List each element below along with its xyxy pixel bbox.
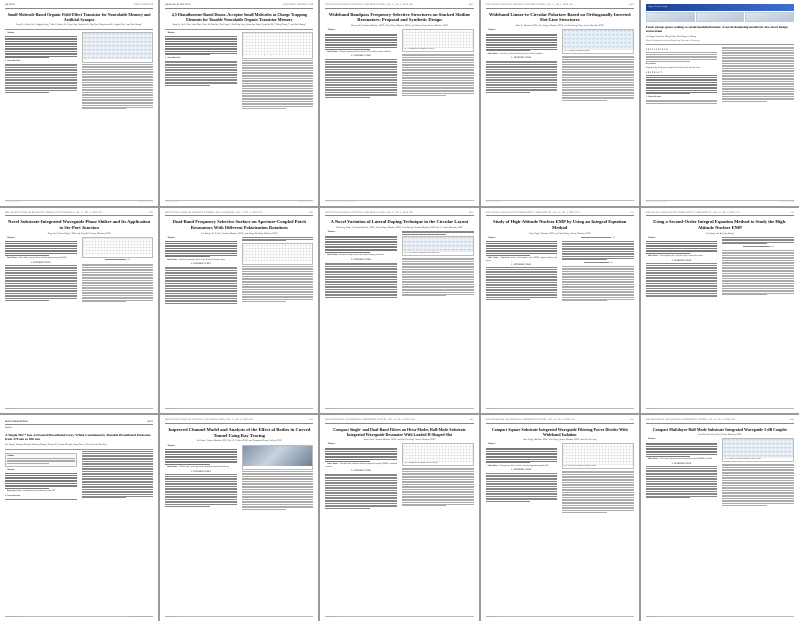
index-terms-label: Index Terms— [487, 256, 500, 259]
intro-body [646, 466, 718, 498]
abstract-label: Abstract— [647, 438, 657, 441]
abstract-label: Abstract— [7, 236, 16, 239]
journal-header [486, 4, 634, 9]
figure-1-caption: Figure 1. Device architecture and molecular structures. [83, 59, 153, 62]
abstract-body [5, 473, 77, 489]
paper-page-4[interactable] [481, 0, 639, 206]
figure-1 [562, 443, 634, 469]
journal-name: IEEE TRANSACTIONS ON ELECTROMAGNETIC COMPATIBILITY, VOL. 65, NO. 3, JUNE 2023 [485, 211, 580, 214]
journal-header [486, 419, 634, 424]
body-continued [562, 266, 634, 301]
figure-1-caption: Fig. 1. Topology of the proposed SIW phase shifter. [83, 254, 153, 257]
index-terms-value: Filtering power divider, isolation, substrate integrated waveguide (SIW). [499, 464, 549, 467]
index-terms-value: Breakdown voltage, circular layout, lateral doping, power device. [339, 254, 385, 257]
abstract-paragraph [325, 443, 397, 446]
paper-page-11[interactable] [0, 415, 158, 621]
intro-body [5, 265, 77, 300]
page-title: Compact Multilayer Half Mode Substrate Integrated Waveguide 3-dB Coupler [652, 426, 788, 432]
body-continued [722, 250, 794, 295]
paper-page-13[interactable] [320, 415, 478, 621]
index-terms-label: Index Terms— [167, 258, 179, 261]
index-terms [646, 255, 718, 258]
page-number: 641 [470, 419, 474, 422]
journal-header [325, 212, 473, 217]
page-footer [165, 200, 313, 203]
page-number: 5012 [308, 419, 314, 422]
abstract-body [646, 75, 718, 94]
body-continued [722, 464, 794, 506]
index-terms [165, 466, 237, 469]
body-continued [402, 258, 474, 297]
intro-body [325, 59, 397, 98]
footer-received: Received 12 January 2023 [779, 201, 794, 203]
figure-1-caption: Fig. 1. Geometry of the curved tunnel scenario. [243, 466, 313, 469]
abstract-body [165, 449, 237, 465]
journal-name: IEEE TRANSACTIONS ON ANTENNAS AND PROPAGATION, VOL. 71, NO. 6, JUNE 2023 [485, 4, 574, 6]
index-terms-value: 3-dB coupler, half mode substrate integrated waveguide (HMSIW), multilayer. [659, 458, 713, 461]
journal-header [165, 212, 313, 217]
abstract-paragraph [646, 237, 718, 240]
article-type: REVIEW [5, 4, 16, 6]
abstract-label: Abstract— [487, 236, 497, 239]
article-info-label: A R T I C L E I N F O [645, 48, 668, 51]
index-terms [165, 259, 237, 262]
figure-1-caption: Fig. 1. Geometry of the proposed polarizer. [563, 50, 633, 53]
intro-body [165, 474, 237, 506]
paper-page-5[interactable] [641, 0, 799, 206]
section-heading-intro: 1. Introduction [165, 56, 181, 59]
page-number: 4833 [629, 4, 634, 6]
paper-page-9[interactable] [481, 208, 639, 414]
paper-page-14[interactable] [481, 415, 639, 621]
citation-label: Citation: [7, 454, 15, 457]
page-footer [5, 200, 153, 203]
page-title: Wideband Bandpass Frequency-Selective Structures on Stacked Slotline Resonators: Proposal and Synthetic Design [328, 11, 471, 23]
abstract-label: Abstract— [327, 443, 337, 446]
equation-1: (1) [611, 236, 615, 239]
footer-citation: Adv. Mater. 2023, 2302999 [5, 201, 21, 203]
figure-1 [242, 32, 314, 59]
author-list: Bing Liu¹, Kaixin Wang¹, AMS, and Feng Xu¹, Senior Member, IEEE [47, 232, 111, 235]
page-number: 2331 [148, 211, 154, 214]
abstract-label: Abstract— [167, 444, 177, 447]
index-terms-label: Index Terms— [327, 463, 340, 466]
journal-url: WWW.SMALL-JOURNAL.COM [283, 4, 314, 6]
abstract-body [486, 448, 558, 464]
footer-copyright: 0018-9480 © 2023 IEEE. [5, 409, 20, 411]
index-terms-label: Index Terms— [167, 466, 179, 469]
page-title: Novel Substrate-Integrated Waveguide Phase Shifter and Its Application to Six-Port Junction [8, 219, 151, 230]
footer-copyright: 0018-9375 © 2023 IEEE. [485, 409, 500, 411]
page-footer [325, 200, 473, 203]
citation-box [5, 453, 77, 467]
page-footer [5, 408, 153, 411]
abstract-label: Abstract— [167, 236, 177, 239]
keywords-label: Keywords: [645, 63, 657, 66]
footer-copyright: 0018-9383 © 2023 IEEE. [325, 409, 340, 411]
author-list: Yuan Chen¹, Student Member, IEEE, and Kai Xu Wang¹, Senior Member, IEEE [363, 438, 436, 441]
page-title: Study of High-Altitude Nuclear EMP by Using an Integral Equation Method [493, 219, 627, 230]
abstract-body [165, 36, 237, 55]
journal-header [646, 419, 794, 424]
abstract-body [646, 241, 718, 253]
page-number: 721 [630, 211, 634, 214]
journal-header [165, 4, 313, 9]
paper-page-1[interactable] [0, 0, 158, 206]
abstract-body [325, 34, 397, 50]
intro-body [325, 474, 397, 509]
author-list: Shuwen Xu¹, Student Member, IEEE, Chao Zhou, Member, IEEE, and Wenjie Feng, Senior Member, IEEE [350, 25, 449, 28]
index-terms [486, 257, 558, 262]
abstract-label: Abstract— [327, 231, 337, 234]
author-list: Haicheng Yang¹, Graduate Member, IEEE, Yuan Wang, Member, IEEE, Jian Zhang¹, Student Member, IEEE, Bo Li, Senior Member, IEEE [336, 226, 463, 229]
figure-1-caption: Fig. 1. Configuration of the proposed HMSIW resonator. [403, 462, 473, 465]
body-continued [402, 54, 474, 96]
section-heading-intro: I. INTRODUCTION [511, 57, 532, 60]
keywords-value: Image denoising; Group sparse coding; Serial modularization; Low-level vision [645, 67, 701, 70]
index-terms [486, 53, 558, 56]
abstract-label: Abstract: [7, 31, 15, 34]
journal-header [325, 4, 473, 9]
footer-citation: Small 2023, 2301284 [165, 201, 178, 203]
cover-thumb [646, 12, 695, 22]
page-title: Compact Single- and Dual-Band Filters on Hexa-Modes Half-Mode Substrate Integrated Waveguide Resonator With Loaded H-Shaped Slot [333, 426, 466, 437]
footer-copyright: 1531-1309 © 2023 IEEE. [325, 617, 340, 619]
body-continued [562, 56, 634, 101]
abstract-label: Abstract— [487, 29, 497, 32]
author-list: Zhao Li, Member, IEEE, Yue Zhang, Member, IEEE, and Xiaoming Chen, Senior Member, IEEE [515, 25, 604, 28]
index-terms-value: High-altitude nuclear electromagnetic pulse (HEMP), integral equation, time domain. [485, 256, 558, 262]
journal-name: IEEE TRANSACTIONS ON ANTENNAS AND PROPAGATION, VOL. 71, NO. 6, JUNE 2023 [325, 211, 414, 214]
figure-1-caption: Fig. 1. Configuration of the proposed FSS unit cell. [403, 48, 473, 51]
abstract-body [165, 241, 237, 257]
section-heading-intro: I. INTRODUCTION [351, 55, 372, 58]
abstract-label: Abstract: [167, 31, 175, 34]
page-number: 4821 [469, 4, 474, 6]
journal-name: IEEE TRANSACTIONS ON ELECTROMAGNETIC COMPATIBILITY, VOL. 65, NO. 3, JUNE 2023 [645, 211, 740, 214]
page-footer [646, 408, 794, 411]
intro-body [165, 61, 237, 86]
abstract-label: Abstract: [7, 468, 15, 471]
page-footer [486, 200, 634, 203]
index-terms [325, 463, 397, 468]
journal-header [165, 419, 313, 424]
abstract-paragraph [486, 443, 558, 446]
article-type: RESEARCH ARTICLE [165, 4, 191, 6]
section-heading-intro: I. INTRODUCTION [191, 263, 211, 266]
journal-cover-thumbnails [646, 12, 794, 22]
journal-header [325, 419, 473, 424]
cover-thumb [696, 12, 745, 22]
keywords-value: phosphor; broadband emission; luminescence; white LED [15, 490, 55, 493]
mdpi-header [5, 419, 153, 425]
page-number: 733 [790, 211, 794, 214]
index-terms-label: Index Terms— [327, 50, 340, 53]
journal-name: IEEE TRANSACTIONS ON MICROWAVE THEORY AND TECHNIQUES, VOL. 71, NO. 6, JUNE 2023 [5, 211, 103, 214]
figure-1 [242, 243, 314, 265]
abstract-label: Abstract— [487, 443, 497, 446]
figure-1-caption: Fig. 1. Structure of the proposed multilayer HMSIW coupler. [723, 458, 793, 461]
index-terms [486, 465, 558, 468]
citation-body [7, 458, 75, 464]
body-continued [82, 264, 154, 303]
author-list: Yan Zhu¹ and Yong Fan¹, Senior Member, IEEE [698, 433, 742, 436]
abstract-paragraph [165, 32, 237, 35]
page-title: A Novel Variation of Lateral Doping Technique in the Circular Layout [330, 219, 469, 225]
equation-1: (1) [126, 259, 130, 262]
index-terms-label: Index Terms— [487, 464, 500, 467]
index-terms-label: Index Terms— [7, 256, 19, 259]
abstract-paragraph [486, 237, 558, 240]
section-heading-intro: I. INTRODUCTION [351, 470, 372, 472]
index-terms [325, 254, 397, 257]
section-heading-intro: I. INTRODUCTION [30, 261, 51, 264]
journal-logo: micromachines [5, 419, 29, 424]
page-footer [165, 616, 313, 619]
page-title: Small-Molecule-Based Organic Field-Effect Transistor for Nonvolatile Memory and Artificial Synapse [7, 11, 151, 22]
journal-badge: Signal Processing [647, 6, 668, 9]
footer-copyright: © 2023 Wiley-VCH GmbH [137, 201, 154, 203]
abstract-label: Abstract— [647, 236, 657, 239]
page-title: Using a Second-Order Integral Equation Method to Study the High-Altitude Nuclear EMP [653, 219, 787, 230]
cover-thumb [745, 12, 794, 22]
author-list: Yong Tu, Qijian Wei, Yingfeng Ling,* Wei Li, Xuzhu Lu, Linye Wan, Naimin Shi, Yan Qian, Mingsheng Xu, Lingfei Zhu,* and Wei Huang* [16, 23, 143, 26]
section-heading-intro: I. INTRODUCTION [351, 259, 372, 262]
index-terms-label: Index Terms— [647, 255, 660, 258]
page-footer [646, 200, 794, 203]
abstract-body [646, 443, 718, 457]
author-list: Xin Wang¹, Yunfeng Zhang¹, Haidong Zhang¹, Xiang Yu¹, Jianjun Zhang¹, Hong Zhou*, Chen Liu and Tao Han [5, 443, 107, 446]
figure-1 [722, 438, 794, 462]
abstract-body [5, 241, 77, 255]
journal-name: IEEE TRANSACTIONS ON ANTENNAS AND PROPAGATION, VOL. 71, NO. 6, JUNE 2023 [165, 419, 254, 422]
paper-page-3[interactable] [320, 0, 478, 206]
article-type: Article [5, 427, 12, 430]
body-continued [562, 471, 634, 513]
journal-banner [646, 4, 794, 11]
paper-page-8[interactable] [320, 208, 478, 414]
keywords [5, 490, 77, 493]
figure-1-caption: Fig. 1. Cross section of the proposed circular layout device. [403, 252, 473, 255]
equation-2: (2) [608, 261, 613, 264]
section-heading-intro: I. INTRODUCTION [511, 263, 532, 266]
index-terms-value: Channel model, ray tracing, tunnel propagation, human body shadowing. [179, 466, 229, 469]
affiliation: School of Information Science and Engineering, University of Technology [645, 39, 700, 42]
body-mid [562, 241, 634, 260]
footer-copyright: 0018-9375 © 2023 IEEE. [645, 409, 661, 411]
keywords-label: Keywords: [7, 490, 16, 493]
intro-body [486, 473, 558, 502]
author-list: Chao Tang¹, Member, IEEE, and Wei Zhang, Senior Member, IEEE [528, 232, 591, 235]
page-number: 2345 [308, 211, 314, 214]
figure-1-caption: Figure 1. Synthetic route and energy level diagram. [243, 55, 313, 58]
intro-body-2 [82, 64, 154, 109]
index-terms [5, 257, 77, 260]
page-title: Improved Channel Model and Analysis of the Effect of Bodies in Curved Tunnel Using Ray Tracing [168, 426, 311, 438]
intro-body [5, 64, 77, 93]
author-list: Lei Wang¹ and Yu-Feng Wang* [705, 232, 735, 235]
journal-name: IEEE MICROWAVE AND WIRELESS COMPONENTS LETTERS, VOL. 33, NO. 6, JUNE 2023 [645, 419, 736, 422]
page-title: A Single Mo²⁺ Ion-Activated Broadband Gray-White Continuously Tunable Broadband Emission from 470 nm to 650 nm [5, 432, 151, 442]
abstract-paragraph [5, 469, 77, 472]
footer-copyright: 1531-1309 © 2023 IEEE. [645, 617, 661, 619]
abstract-body [325, 236, 397, 253]
footer-copyright: © 2023 Wiley-VCH GmbH [298, 201, 314, 203]
paper-page-12[interactable] [160, 415, 318, 621]
footer-copyright: 0018-926X © 2023 IEEE. [485, 201, 501, 203]
index-terms-value: Phase shifter, six-port junction, substrate-integrated waveguide (SIW). [19, 256, 67, 259]
figure-1-caption: Fig. 1. Layout of the proposed filtering power divider. [563, 465, 633, 468]
footer-copyright: 0018-9480 © 2023 IEEE. [165, 409, 180, 411]
paper-page-15[interactable] [641, 415, 799, 621]
figure-1 [562, 29, 634, 54]
page-footer [165, 408, 313, 411]
journal-header [5, 212, 153, 217]
figure-1 [82, 32, 154, 63]
abstract-label: Abstract— [327, 29, 337, 32]
page-title: Dual-Band Frequency Selective Surface on Aperture-Coupled Patch Resonators With Different Polarization Rotations [172, 219, 306, 230]
author-list: Jie Wang, Hong Liu, Ming Chen, Xiu Zhang, Lei Dong [645, 35, 697, 38]
page-footer [486, 616, 634, 619]
figure-1 [82, 237, 154, 258]
intro-body-2 [242, 60, 314, 108]
abstract-paragraph [165, 445, 237, 448]
section-heading-intro: 1. Introduction [5, 494, 21, 497]
journal-header [486, 212, 634, 217]
abstract-paragraph [165, 237, 237, 240]
equation-1: (1) [770, 245, 774, 248]
page-footer [325, 616, 473, 619]
author-list: Ke Guan¹, Senior Member, IEEE, Bo Ai¹, Fellow, IEEE, and Zhangdui Zhong, Fellow, IEEE [197, 440, 282, 443]
index-terms [325, 51, 397, 54]
author-list: Wen Jiang¹, Member, IEEE, Tao Hong, Senior Member, IEEE, and Shu-Xi Gong [522, 438, 597, 441]
publisher-logo: MDPI [147, 419, 154, 423]
abstract-paragraph [486, 29, 558, 32]
journal-name: IEEE MICROWAVE AND WIRELESS COMPONENTS LETTERS, VOL. 33, NO. 6, JUNE 2023 [325, 419, 415, 422]
figure-1 [402, 29, 474, 52]
footer-url: https://www.mdpi.com/journal/micromachines [127, 617, 154, 619]
index-terms-label: Index Terms— [327, 254, 340, 257]
body-continued [402, 468, 474, 507]
intro-body [486, 267, 558, 299]
page-number: 665 [790, 419, 794, 422]
journal-name: IEEE TRANSACTIONS ON MICROWAVE THEORY AND TECHNIQUES, VOL. 71, NO. 6, JUNE 2023 [165, 211, 263, 214]
section-heading-intro: I. INTRODUCTION [671, 462, 692, 465]
paper-page-2[interactable] [160, 0, 318, 206]
intro-body [486, 61, 558, 93]
page-number: 4901 [469, 211, 474, 214]
page-footer [325, 408, 473, 411]
index-terms-value: Dual-band filter, half-mode substrate integrated waveguide (HMSIW), multimode resonator. [325, 463, 397, 468]
page-title: 4,5-Diazafluorene-Based Donor–Acceptor Small Molecules as Charge Trapping Elements for Tunable Nonvolatile Organic Transistor Memory [171, 11, 307, 22]
footer-copyright: 0018-926X © 2023 IEEE. Personal use is permitted. [325, 201, 355, 203]
journal-header [5, 4, 153, 9]
journal-header [646, 212, 794, 217]
page-title: From group space coding to serial modularization: A novel denoising model for low-level image restoration [645, 25, 788, 34]
abstract-body [325, 448, 397, 462]
footer-citation: Micromachines 2023, 14, 1123 [5, 617, 23, 619]
journal-url: WWW.ADVMAT.DE [133, 4, 154, 6]
figure-1 [402, 236, 474, 256]
journal-name: IEEE TRANSACTIONS ON ANTENNAS AND PROPAGATION, VOL. 71, NO. 6, JUNE 2023 [325, 4, 414, 6]
index-terms [646, 458, 718, 461]
abstract-body [5, 36, 77, 58]
section-heading-intro: I. INTRODUCTION [511, 469, 532, 472]
abstract-body [486, 34, 558, 51]
article-info-body [646, 52, 718, 61]
footer-doi: https://doi.org/10.1016/j.sigpro.2023 [645, 201, 667, 203]
paper-page-10[interactable] [641, 208, 799, 414]
footer-copyright: 1531-1309 © 2023 IEEE. [485, 617, 500, 619]
index-terms-value: Axial ratio, circular polarization, polarizer, slot line, wideband. [499, 52, 543, 55]
abstract-paragraph [325, 29, 397, 32]
body-continued [242, 266, 314, 301]
page-footer [646, 616, 794, 619]
figure-1 [242, 445, 314, 470]
footer-copyright: 0018-926X © 2023 IEEE. [165, 617, 180, 619]
author-list: Lei Wang¹, Xu Y. Bao¹, Student Member, IEEE, and Xiang-Yu Wang, Member, IEEE [201, 232, 278, 235]
index-terms-value: Dual-band, frequency selective surface (FSS), polarization rotation. [179, 258, 226, 261]
index-terms-value: Bandpass, frequency-selective structure (FSS), slotline resonator, wideband. [339, 50, 391, 53]
index-terms-value: Electromagnetic pulse, integral equation, second order, nuclear. [659, 255, 704, 258]
body-continued [242, 471, 314, 510]
abstract-paragraph [5, 32, 77, 35]
abstract-label: A B S T R A C T [645, 71, 662, 74]
abstract-paragraph [5, 237, 77, 240]
figure-1-caption: Fig. 1. Unit cell geometry of the dual-band FSS. [243, 261, 313, 264]
section-heading-intro: I. INTRODUCTION [191, 470, 211, 473]
author-list: Yang Ye, Lin Ii Xiao, Jian-Zhao Chen, Qi-Nan Wu, Xin-Peng Li, Hui-Ying Ling, Quan-Yao Tang, Qing-Hui Wu,* Ming Zhang,*† and Wei Huang* [172, 23, 307, 26]
section-heading-intro: 1. Introduction [645, 96, 661, 99]
paper-page-6[interactable] [0, 208, 158, 414]
section-heading-intro: 1. Introduction [5, 60, 21, 63]
paper-page-7[interactable] [160, 208, 318, 414]
page-title: Wideband Linear-to-Circular Polarizer Based on Orthogonally Inverted Slot-Line Structures [488, 11, 631, 23]
page-number: 653 [630, 419, 634, 422]
index-terms-label: Index Terms— [487, 52, 500, 55]
section-heading-intro: I. INTRODUCTION [671, 259, 692, 262]
journal-name: IEEE MICROWAVE AND WIRELESS COMPONENTS LETTERS, VOL. 33, NO. 6, JUNE 2023 [485, 419, 576, 422]
page-title: Compact Square Substrate Integrated Waveguide Filtering Power Divider With Wideband Isolation [491, 426, 628, 437]
page-footer [5, 616, 153, 619]
page-footer [486, 408, 634, 411]
abstract-paragraph [325, 231, 397, 234]
abstract-body [486, 241, 558, 255]
index-terms-label: Index Terms— [647, 458, 660, 461]
abstract-paragraph [646, 438, 718, 441]
figure-1 [402, 443, 474, 466]
